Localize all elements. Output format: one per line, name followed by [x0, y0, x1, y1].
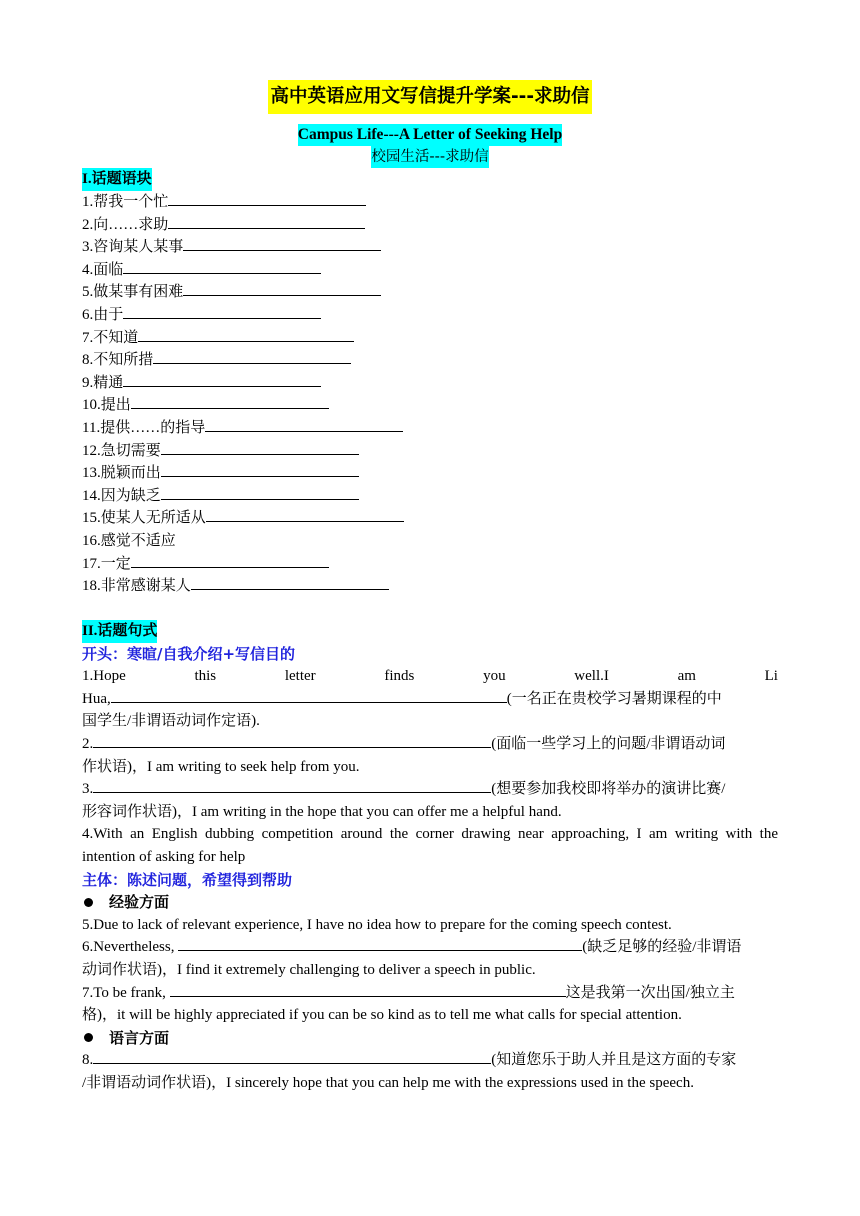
- vocab-item-label: 2.向……求助: [82, 216, 169, 233]
- vocab-item: [82, 372, 778, 395]
- sentence-8-start: 8.: [82, 1052, 94, 1069]
- vocab-item-label: 5.做某事有困难: [82, 284, 184, 301]
- vocab-item: [82, 575, 778, 598]
- vocab-item: [82, 191, 778, 214]
- spacer: [82, 598, 778, 620]
- vocab-item-label: 1.帮我一个忙: [82, 194, 169, 210]
- sentence-5: 5.Due to lack of relevant experience, I have no idea how to prepare for the coming speech contest.: [82, 916, 672, 933]
- vocab-item: [82, 553, 778, 576]
- bullet-experience: [82, 891, 778, 914]
- section2-heading-row: [82, 620, 778, 643]
- vocab-item-blank[interactable]: [131, 394, 329, 409]
- sentence-2-blank[interactable]: [93, 733, 491, 748]
- vocab-item: [82, 462, 778, 485]
- vocab-item: [82, 304, 778, 327]
- sentence-1-word: finds: [384, 668, 415, 685]
- opening-label: 开头：寒暄/自我介绍+写信目的: [82, 644, 296, 663]
- sentence-7-hint: 这是我第一次出国/独立主: [565, 984, 735, 1001]
- sentence-1-word: letter: [284, 668, 316, 685]
- sentence-1-word: Li: [764, 668, 778, 685]
- vocab-item-label: 7.不知道: [82, 329, 139, 346]
- vocab-item: [82, 236, 778, 259]
- vocab-item: [82, 259, 778, 282]
- vocab-list: [82, 191, 778, 598]
- vocab-item-label: 13.脱颖而出: [82, 465, 161, 482]
- title-row: [82, 80, 778, 114]
- vocab-item-label: 3.咨询某人某事: [82, 239, 184, 256]
- vocab-item: [82, 214, 778, 237]
- vocab-item: [82, 394, 778, 417]
- vocab-item-blank[interactable]: [183, 236, 381, 251]
- section1-heading-row: [82, 168, 778, 191]
- vocab-item-blank[interactable]: [168, 214, 365, 229]
- sentence-8-blank[interactable]: [93, 1049, 491, 1064]
- sentence-6-hint: (缺乏足够的经验/非谓语: [582, 939, 742, 956]
- sentence-3-line1: [82, 778, 778, 801]
- section2-heading: II.话题句式: [82, 620, 157, 643]
- vocab-item-label: 12.急切需要: [82, 442, 161, 459]
- sentence-7-line2: 格)，it will be highly appreciated if you can be so kind as to tell me what calls for special attention.: [82, 1007, 682, 1024]
- sentence-6-start: 6.Nevertheless,: [82, 939, 179, 956]
- bullet-language: [82, 1027, 778, 1050]
- body-label: 主体：陈述问题，希望得到帮助: [82, 870, 293, 889]
- vocab-item: [82, 327, 778, 350]
- sentence-8-line1: [82, 1049, 778, 1072]
- sentence-2-line2: 作状语)，I am writing to seek help from you.: [82, 758, 360, 775]
- sentence-1-word: you: [483, 668, 506, 685]
- vocab-item-blank[interactable]: [153, 349, 351, 364]
- sentence-1-start: Hua,: [82, 690, 111, 707]
- vocab-item-blank[interactable]: [206, 507, 404, 522]
- bullet-icon: [84, 898, 93, 907]
- bullet-experience-label: 经验方面: [109, 893, 170, 912]
- sentence-4: 4.With an English dubbing competition around the corner drawing near approaching, I am writing with the intention of asking for help: [82, 826, 778, 866]
- sentence-8-line2: /非谓语动词作状语)，I sincerely hope that you can help me with the expressions used in the speech.: [82, 1074, 694, 1091]
- vocab-item-label: 4.面临: [82, 261, 124, 278]
- sentence-3-blank[interactable]: [93, 778, 491, 793]
- bullet-language-label: 语言方面: [109, 1028, 170, 1047]
- sentence-3-hint: (想要参加我校即将举办的演讲比赛/: [491, 781, 726, 798]
- vocab-item-blank[interactable]: [168, 191, 366, 206]
- sentence-1-blank[interactable]: [111, 688, 507, 703]
- sentence-3-line2: 形容词作状语)，I am writing in the hope that you can offer me a helpful hand.: [82, 803, 562, 820]
- vocab-item-label: 11.提供……的指导: [82, 419, 206, 436]
- vocab-item-blank[interactable]: [131, 553, 329, 568]
- sentence-6-blank[interactable]: [178, 936, 582, 951]
- vocab-item-label: 10.提出: [82, 397, 131, 414]
- sentence-1-word: am: [677, 668, 696, 685]
- vocab-item-label: 18.非常感谢某人: [82, 578, 191, 595]
- sentence-1-line3: 国学生/非谓语动词作定语).: [82, 713, 260, 730]
- document-page: [82, 80, 778, 1095]
- sentence-1-word: well.I: [574, 668, 609, 685]
- vocab-item-blank[interactable]: [183, 281, 381, 296]
- vocab-item-blank[interactable]: [205, 417, 403, 432]
- sentence-1-hint: (一名正在贵校学习暑期课程的中: [506, 690, 722, 707]
- vocab-item: [82, 440, 778, 463]
- sentence-6-line2: 动词作状语)，I find it extremely challenging to deliver a speech in public.: [82, 962, 536, 978]
- vocab-item-blank[interactable]: [138, 327, 354, 342]
- sentence-1-line1: [82, 665, 778, 688]
- sentence-1-word: 1.Hope: [82, 668, 126, 685]
- vocab-item-blank[interactable]: [123, 372, 321, 387]
- vocab-item-label: 17.一定: [82, 555, 131, 572]
- vocab-item-blank[interactable]: [123, 304, 321, 319]
- vocab-item: [82, 417, 778, 440]
- subtitle-cn: 校园生活---求助信: [371, 146, 488, 168]
- sentence-7-line1: [82, 982, 778, 1005]
- vocab-item-label: 9.精通: [82, 374, 124, 391]
- subtitle-row-cn: [82, 146, 778, 168]
- vocab-item: [82, 281, 778, 304]
- sentence-7-blank[interactable]: [170, 982, 566, 997]
- vocab-item-label: 6.由于: [82, 306, 124, 323]
- sentence-2-start: 2.: [82, 736, 94, 753]
- sentence-7-start: 7.To be frank,: [82, 984, 170, 1001]
- subtitle-en: Campus Life---A Letter of Seeking Help: [298, 124, 562, 146]
- vocab-item-blank[interactable]: [123, 259, 321, 274]
- vocab-item: [82, 485, 778, 508]
- vocab-item: [82, 507, 778, 530]
- vocab-item-blank[interactable]: [191, 575, 389, 590]
- subtitle-row-en: [82, 124, 778, 146]
- vocab-item-label: 15.使某人无所适从: [82, 510, 206, 527]
- vocab-item-blank[interactable]: [161, 440, 359, 455]
- sentence-1-word: this: [194, 668, 217, 685]
- sentence-3-start: 3.: [82, 781, 94, 798]
- sentence-1-line2: [82, 688, 778, 711]
- sentence-8-hint: (知道您乐于助人并且是这方面的专家: [491, 1052, 737, 1069]
- vocab-item-blank[interactable]: [161, 485, 359, 500]
- section1-heading: I.话题语块: [82, 168, 152, 191]
- sentence-6-line1: [82, 936, 778, 959]
- bullet-icon: [84, 1033, 93, 1042]
- sentence-2-hint: (面临一些学习上的问题/非谓语动词: [491, 736, 726, 753]
- vocab-item-blank[interactable]: [161, 462, 359, 477]
- vocab-item: [82, 349, 778, 372]
- vocab-item-label: 14.因为缺乏: [82, 487, 161, 504]
- document-title: 高中英语应用文写信提升学案---求助信: [268, 80, 591, 114]
- sentence-2-line1: [82, 733, 778, 756]
- vocab-item-label: 8.不知所措: [82, 352, 154, 369]
- vocab-item: [82, 530, 778, 553]
- vocab-item-label: 16.感觉不适应: [82, 532, 176, 549]
